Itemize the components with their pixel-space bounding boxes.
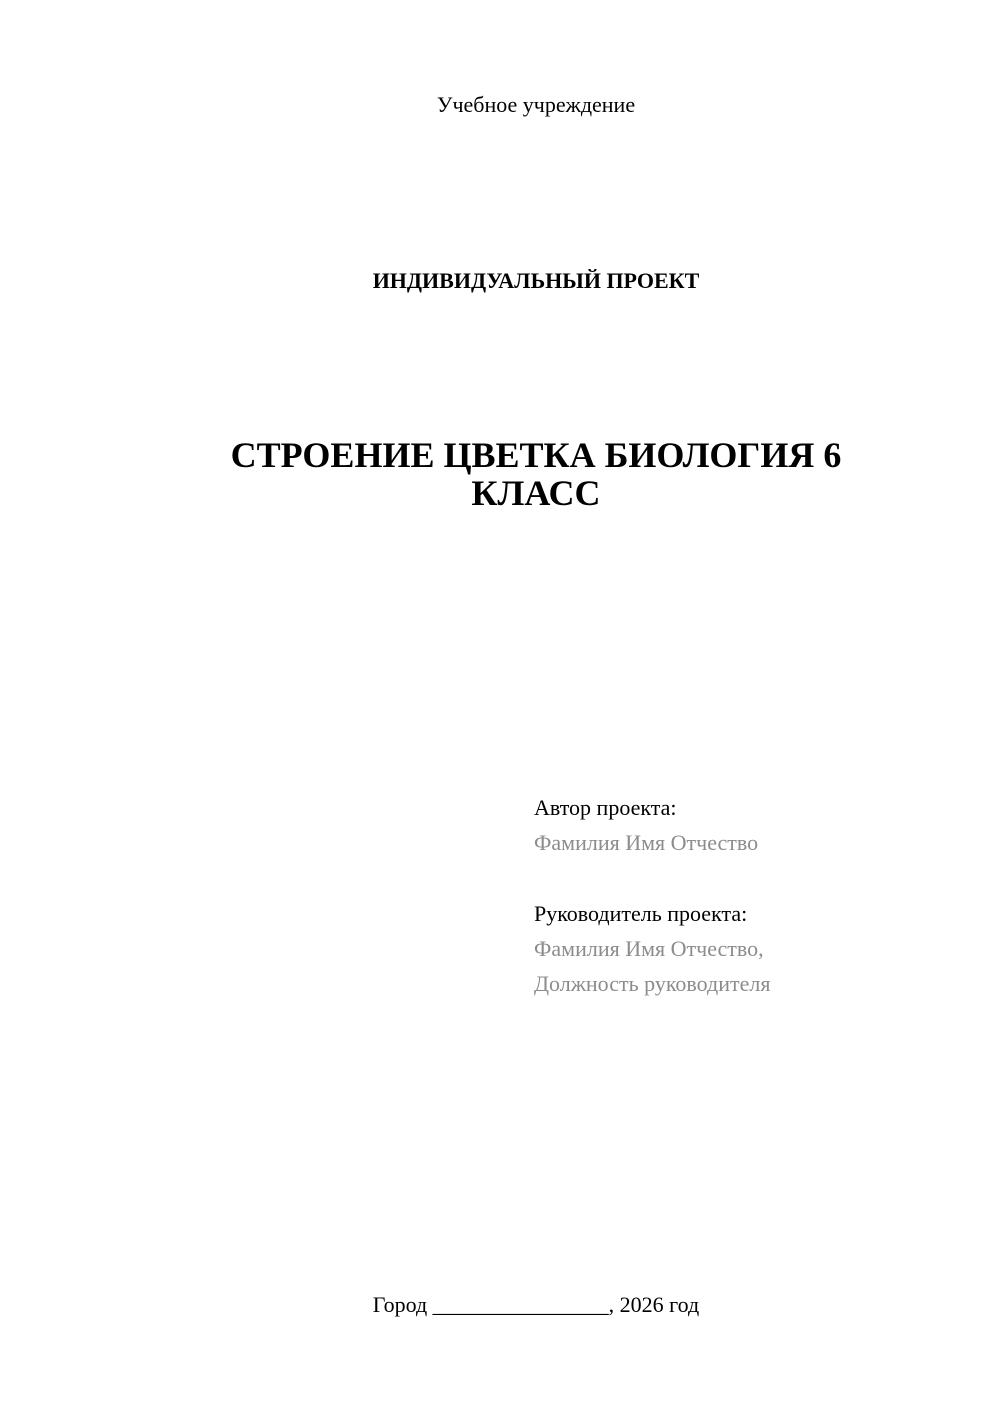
project-title (200, 436, 872, 512)
document-type: ИНДИВИДУАЛЬНЫЙ ПРОЕКТ (372, 268, 700, 293)
project-info-block (534, 790, 974, 1001)
author-name: Фамилия Имя Отчество (534, 830, 759, 855)
supervisor-position: Должность руководителя (534, 971, 771, 996)
project-title-line-2: КЛАСС (471, 473, 601, 513)
supervisor-name: Фамилия Имя Отчество, (534, 936, 764, 961)
city-year-line: Город ________________, 2026 год (372, 1292, 700, 1317)
info-spacer (534, 860, 974, 896)
project-title-line-1: СТРОЕНИЕ ЦВЕТКА БИОЛОГИЯ 6 (230, 435, 842, 475)
institution-name: Учебное учреждение (436, 92, 636, 117)
author-label: Автор проекта: (534, 795, 677, 820)
supervisor-label: Руководитель проекта: (534, 901, 748, 926)
